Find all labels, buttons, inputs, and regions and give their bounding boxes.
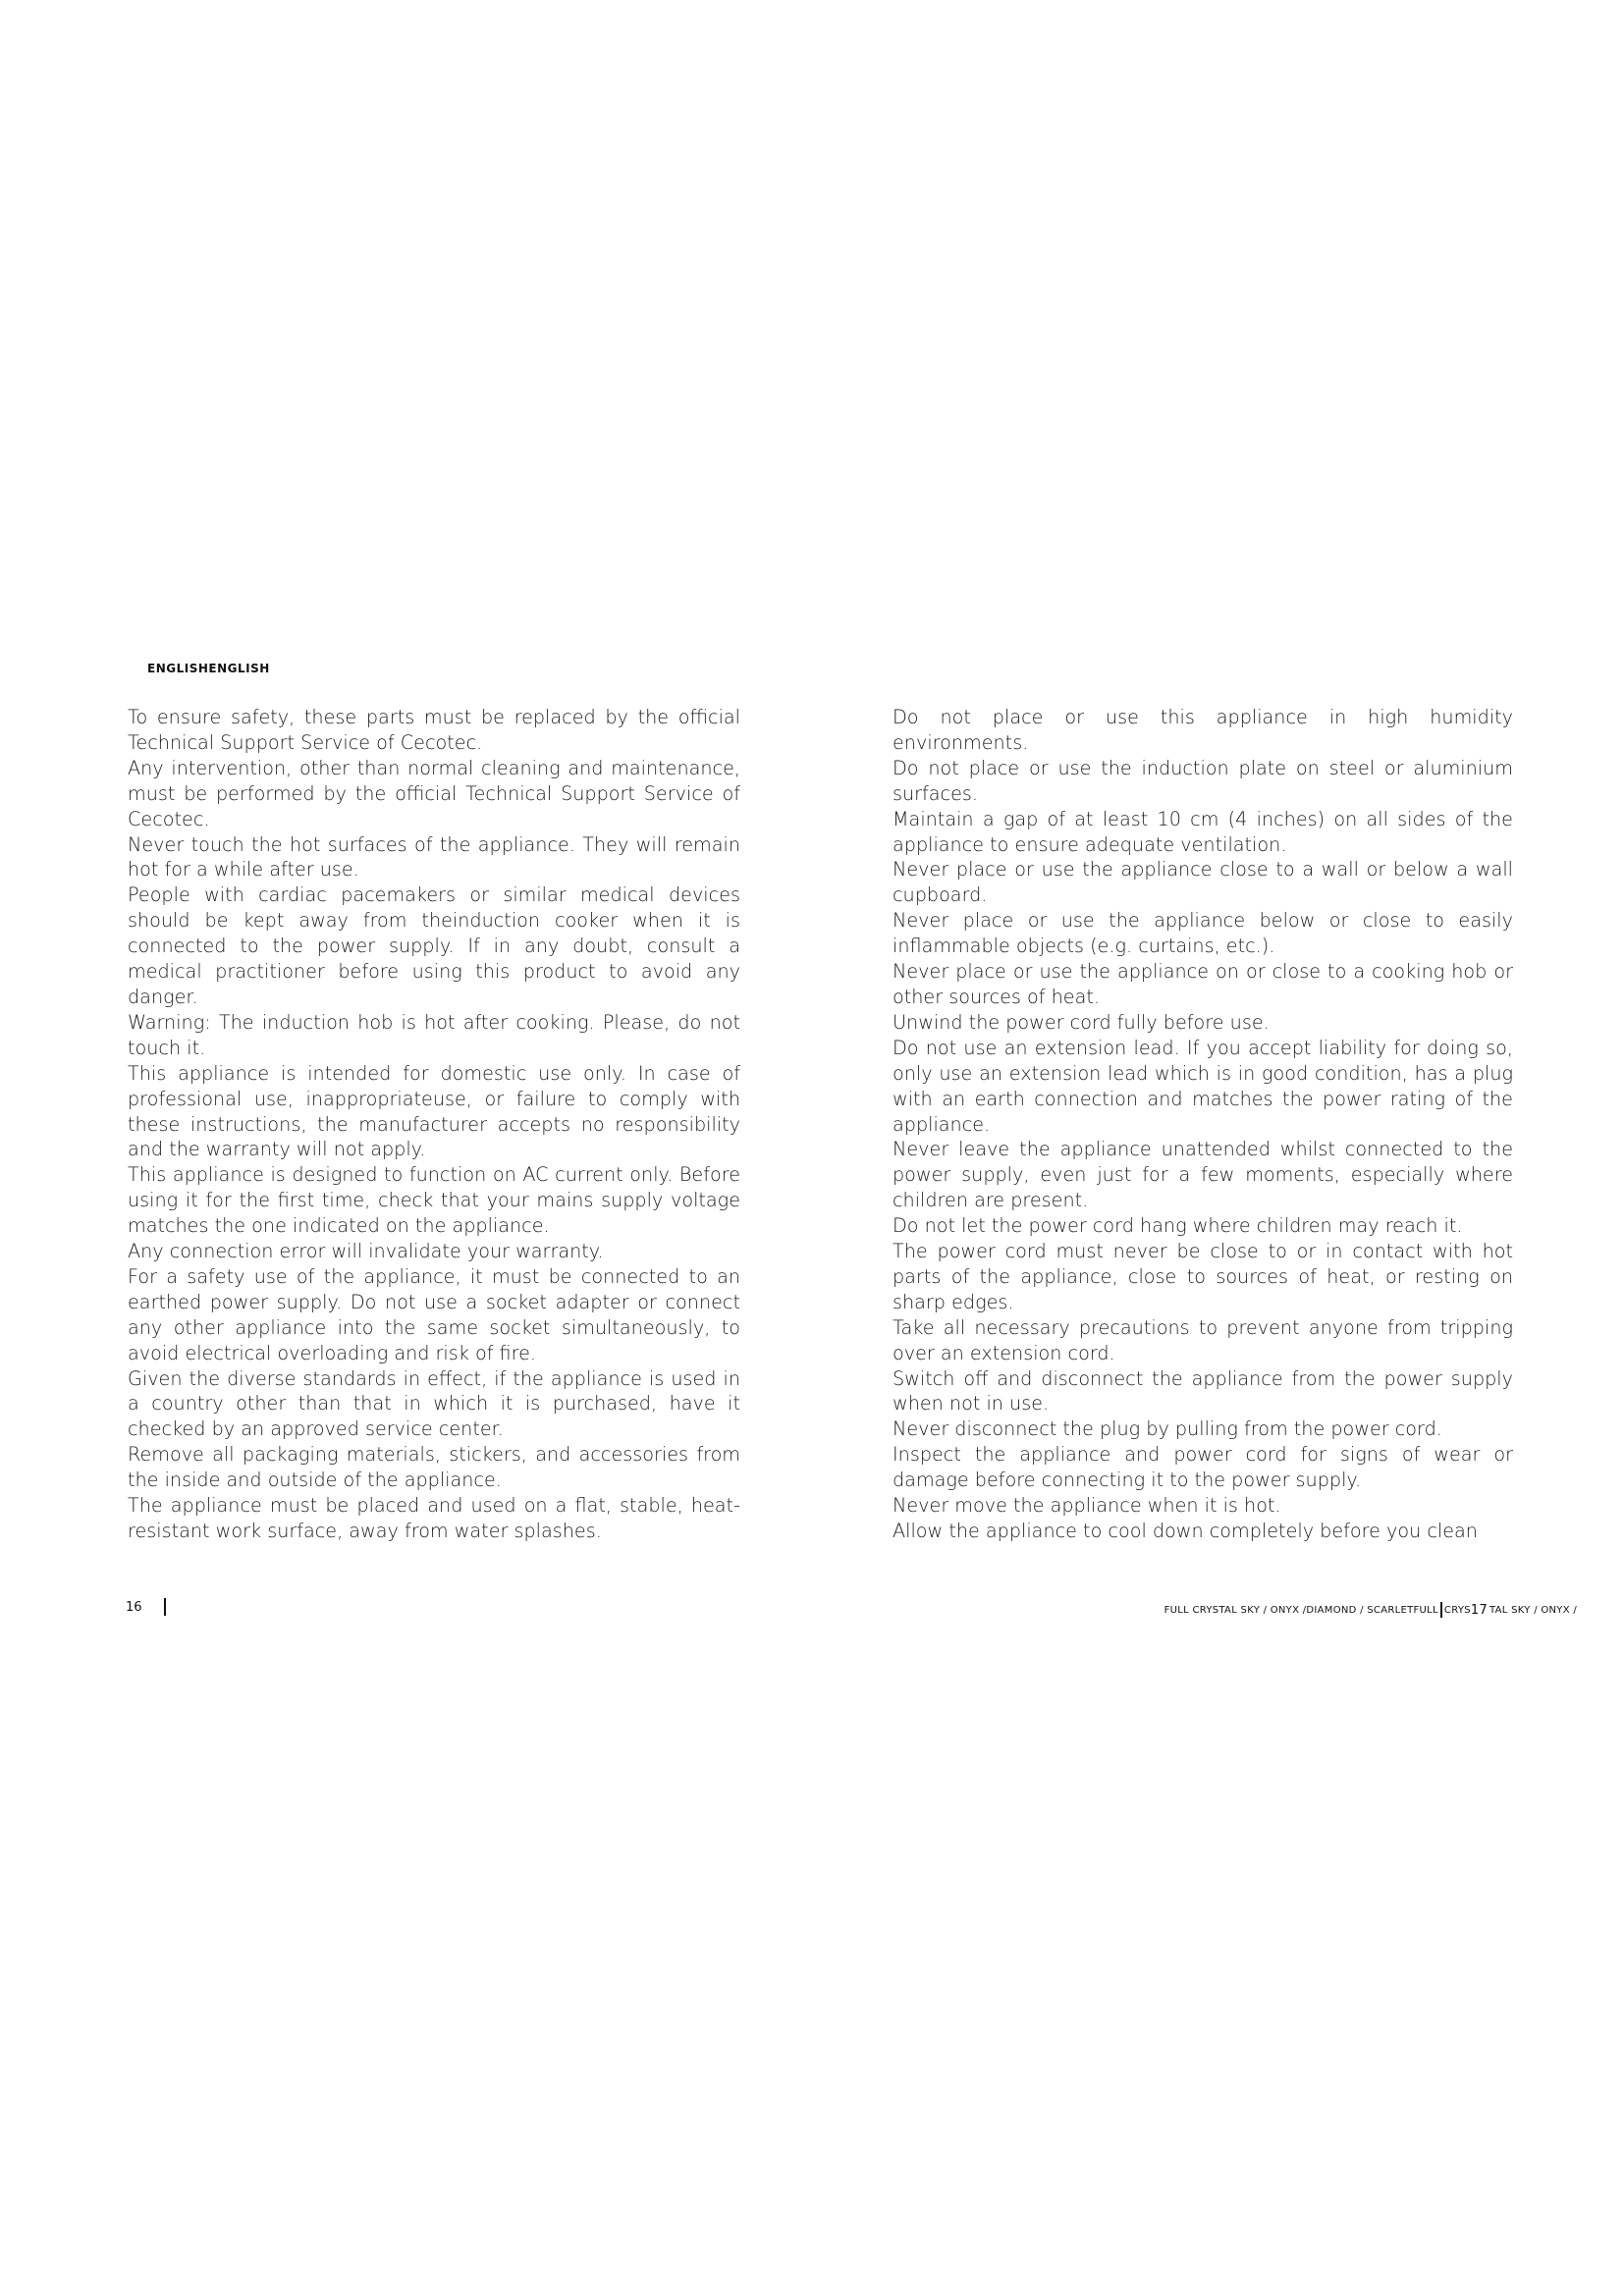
- paragraph: People with cardiac pacemakers or similar medical devices should be kept away from theinduction cooker when it is connected to the power supply. If in any doubt, consult a medical practitioner before using this product to avoid any danger.: [128, 883, 740, 1008]
- paragraph: Switch off and disconnect the appliance from the power supply when not in use.: [893, 1366, 1513, 1415]
- paragraph: Any connection error will invalidate your warranty.: [128, 1240, 604, 1263]
- paragraph: Never disconnect the plug by pulling from the power cord.: [893, 1417, 1442, 1441]
- paragraph: Take all necessary precautions to prevent anyone from tripping over an extension cord.: [893, 1315, 1513, 1364]
- paragraph: Do not let the power cord hang where children may reach it.: [893, 1214, 1463, 1238]
- paragraph: The power cord must never be close to or in contact with hot parts of the appliance, close to sources of heat, or resting on sharp edges.: [893, 1240, 1513, 1313]
- right-text-column: [893, 705, 1513, 1544]
- footer-divider: [1440, 1602, 1442, 1618]
- paragraph: To ensure safety, these parts must be replaced by the official Technical Support Service of Cecotec.: [128, 706, 740, 754]
- paragraph: Inspect the appliance and power cord for signs of wear or damage before connecting it to the power supply.: [893, 1443, 1513, 1492]
- paragraph: Maintain a gap of at least 10 cm (4 inches) on all sides of the appliance to ensure adequate ventilation.: [893, 807, 1513, 856]
- paragraph: Never place or use the appliance below or close to easily inflammable objects (e.g. curtains, etc.).: [893, 909, 1513, 958]
- paragraph: This appliance is designed to function on AC current only. Before using it for the first time, check that your mains supply voltage matches the one indicated on the appliance.: [128, 1163, 740, 1238]
- paragraph: Never touch the hot surfaces of the appliance. They will remain hot for a while after use.: [128, 832, 740, 881]
- paragraph: Any intervention, other than normal cleaning and maintenance, must be performed by the official Technical Support Service of Cecotec.: [128, 756, 740, 830]
- footer-model-text-part: CRYS: [1443, 1604, 1471, 1616]
- paragraph: Remove all packaging materials, stickers, and accessories from the inside and outside of the appliance.: [128, 1443, 740, 1492]
- footer-left: [126, 1598, 166, 1616]
- paragraph: Warning: The induction hob is hot after cooking. Please, do not touch it.: [128, 1010, 740, 1059]
- page-number-left: 16: [126, 1599, 142, 1615]
- page-header-label: ENGLISHENGLISH: [147, 662, 270, 675]
- paragraph: Never place or use the appliance close to a wall or below a wall cupboard.: [893, 858, 1513, 907]
- footer-model-text: FULL CRYSTAL SKY / ONYX /DIAMOND / SCARLETFULL: [1164, 1604, 1438, 1616]
- footer-right: [1164, 1602, 1577, 1618]
- paragraph: Do not use an extension lead. If you accept liability for doing so, only use an extension lead which is in good condition, has a plug with an earth connection and matches the power rating of the appliance.: [893, 1036, 1513, 1136]
- paragraph: Never leave the appliance unattended whilst connected to the power supply, even just for a few moments, especially where children are present.: [893, 1138, 1513, 1212]
- paragraph: Given the diverse standards in effect, if the appliance is used in a country other than that in which it is purchased, have it checked by an approved service center.: [128, 1366, 740, 1441]
- paragraph: Never move the appliance when it is hot.: [893, 1494, 1281, 1518]
- left-text-column: [128, 705, 740, 1544]
- paragraph: For a safety use of the appliance, it must be connected to an earthed power supply. Do not use a socket adapter or connect any other appliance into the same socket simultaneously, to avoid electrical overloading and risk of fire.: [128, 1264, 740, 1364]
- paragraph: Allow the appliance to cool down completely before you clean: [893, 1520, 1478, 1542]
- footer-model-text-tail: TAL SKY / ONYX /: [1489, 1604, 1577, 1616]
- paragraph: Unwind the power cord fully before use.: [893, 1010, 1270, 1034]
- paragraph: Never place or use the appliance on or close to a cooking hob or other sources of heat.: [893, 960, 1513, 1008]
- paragraph: Do not place or use the induction plate on steel or aluminium surfaces.: [893, 756, 1513, 805]
- paragraph: Do not place or use this appliance in high humidity environments.: [893, 706, 1513, 754]
- paragraph: This appliance is intended for domestic use only. In case of professional use, inappropriateuse, or failure to comply with these instructions, the manufacturer accepts no responsibility and the warranty will not apply.: [128, 1061, 740, 1161]
- page-number-right: 17: [1470, 1602, 1489, 1618]
- paragraph: The appliance must be placed and used on a flat, stable, heat-resistant work surface, away from water splashes.: [128, 1494, 740, 1542]
- footer-divider: [164, 1598, 166, 1616]
